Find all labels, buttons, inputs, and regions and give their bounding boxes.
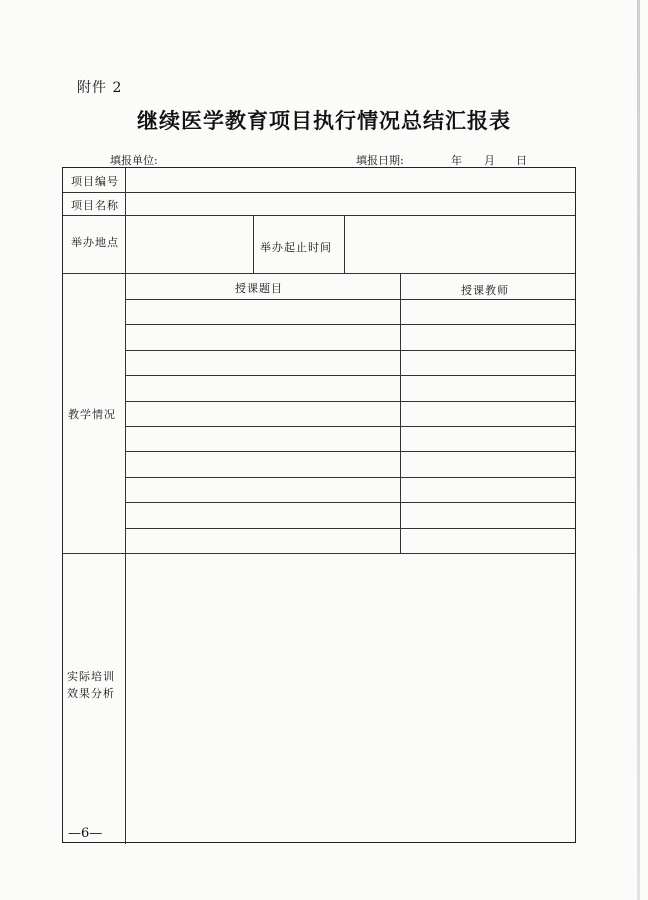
date-day-label: 日 xyxy=(516,154,527,167)
teaching-row-line xyxy=(125,528,575,529)
period-label: 举办起止时间 xyxy=(260,241,332,254)
teaching-row-line xyxy=(125,502,575,503)
col-divider xyxy=(344,215,345,273)
teaching-row-line xyxy=(125,375,575,376)
project-name-label: 项目名称 xyxy=(71,199,119,212)
venue-label: 举办地点 xyxy=(71,236,119,249)
col-divider xyxy=(125,168,126,192)
row-divider xyxy=(63,553,575,554)
teaching-row-line xyxy=(125,477,575,478)
teaching-label: 教学情况 xyxy=(68,408,116,421)
teaching-row-line xyxy=(125,401,575,402)
row-divider xyxy=(63,192,575,193)
date-month-label: 月 xyxy=(484,154,495,167)
date-year-label: 年 xyxy=(451,154,462,167)
teaching-row-line xyxy=(125,426,575,427)
page-number: —6— xyxy=(68,826,103,841)
form-title: 继续医学教育项目执行情况总结汇报表 xyxy=(137,108,511,133)
fill-unit-label: 填报单位: xyxy=(110,154,158,167)
fill-date-label: 填报日期: xyxy=(356,154,404,167)
project-number-label: 项目编号 xyxy=(71,175,119,188)
attachment-label: 附件 2 xyxy=(77,80,123,96)
row-divider xyxy=(63,215,575,216)
report-form-table xyxy=(62,167,576,843)
teaching-row-line xyxy=(125,299,575,300)
col-divider xyxy=(125,273,126,844)
teaching-row-line xyxy=(125,451,575,452)
effect-analysis-label-line2: 效果分析 xyxy=(67,687,115,700)
scan-edge xyxy=(637,0,640,900)
col-divider xyxy=(400,273,401,553)
effect-analysis-label-line1: 实际培训 xyxy=(67,670,115,683)
teaching-row-line xyxy=(125,350,575,351)
course-title-header: 授课题目 xyxy=(235,282,283,295)
col-divider xyxy=(125,215,126,273)
row-divider xyxy=(63,273,575,274)
lecturer-header: 授课教师 xyxy=(461,284,509,297)
col-divider xyxy=(125,192,126,215)
col-divider xyxy=(253,215,254,273)
teaching-row-line xyxy=(125,324,575,325)
